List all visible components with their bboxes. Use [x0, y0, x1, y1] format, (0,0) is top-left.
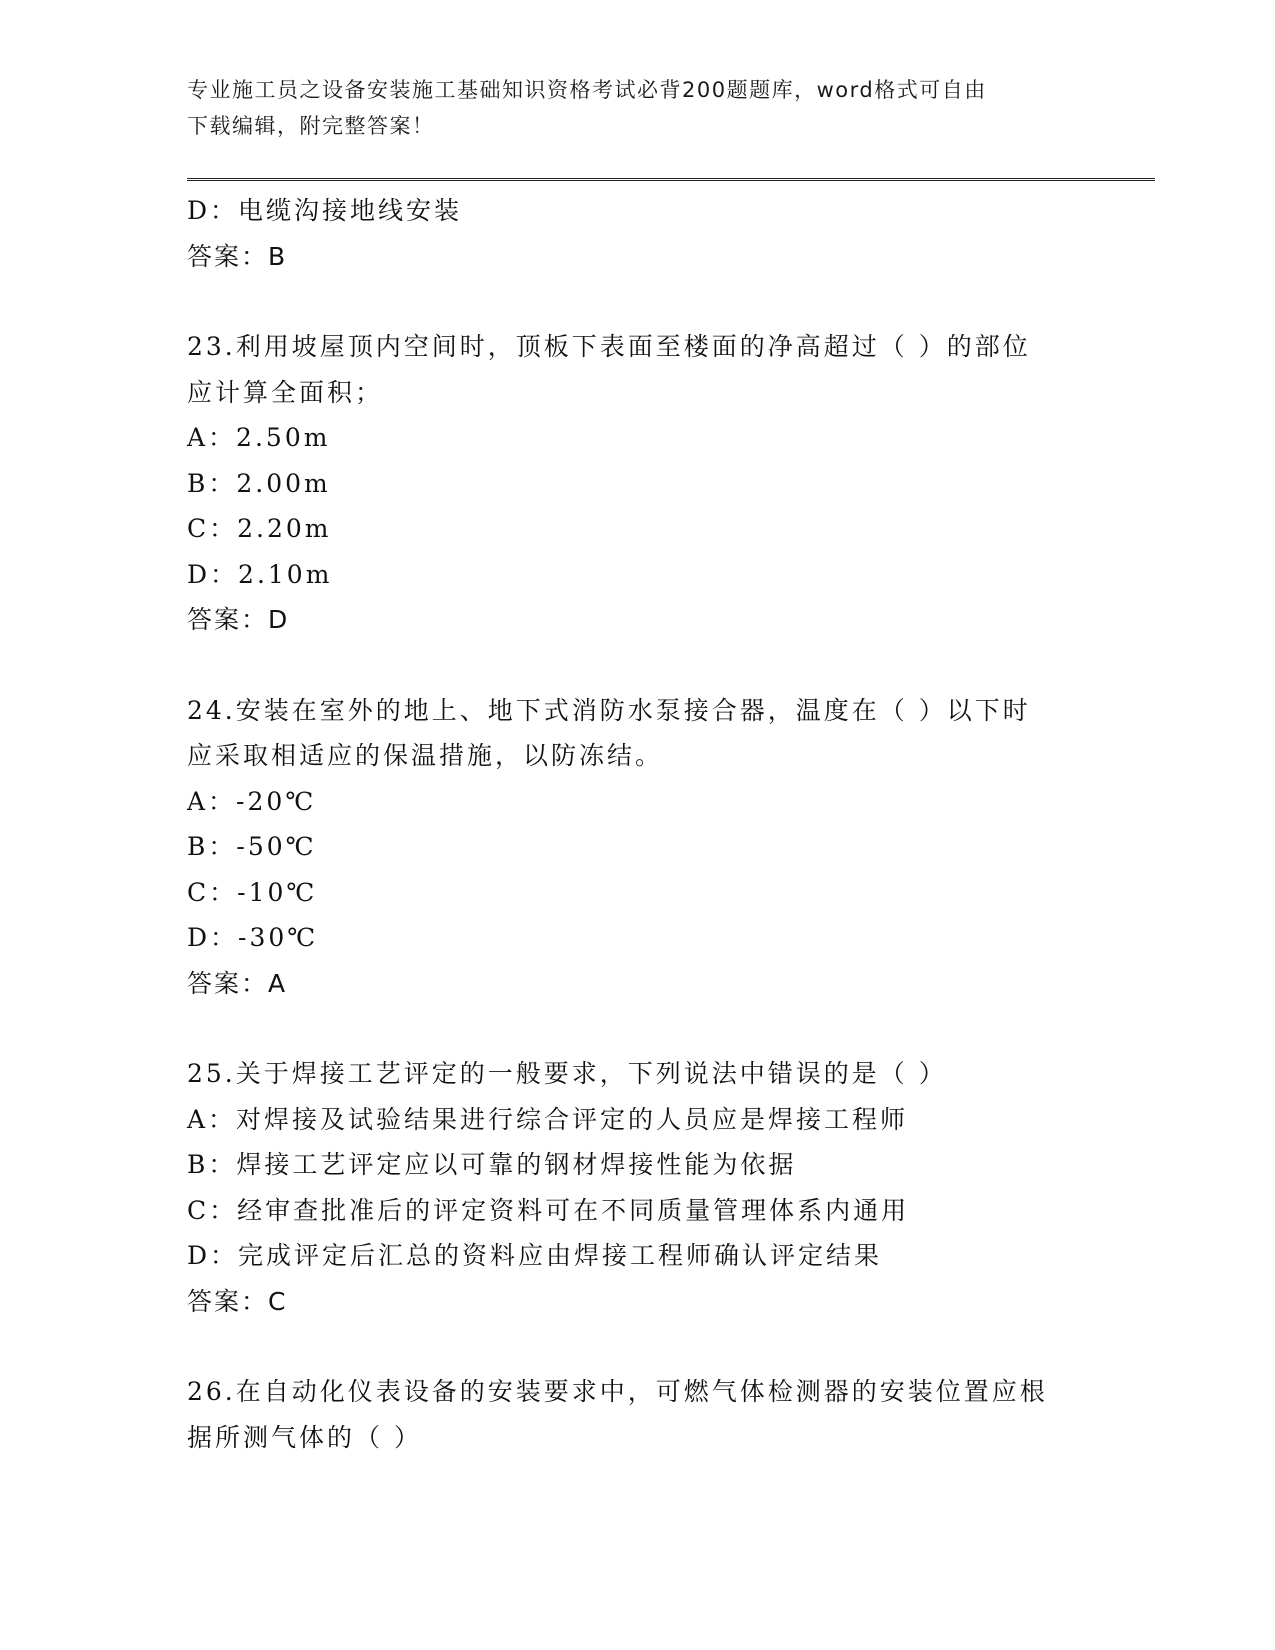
- option-c: C：2.20m: [187, 514, 332, 543]
- previous-question-tail: [187, 188, 1087, 279]
- option-b: B：焊接工艺评定应以可靠的钢材焊接性能为依据: [187, 1150, 797, 1179]
- header-divider: [187, 178, 1155, 181]
- question-text-line-2: 应计算全面积；: [187, 377, 384, 407]
- option-b: B：-50℃: [187, 832, 317, 861]
- option-b: B：2.00m: [187, 468, 331, 498]
- question-26: [187, 1369, 1087, 1460]
- option-a: A：2.50m: [187, 423, 331, 452]
- option-c: C：-10℃: [187, 877, 318, 907]
- option-d: D：电缆沟接地线安装: [187, 196, 463, 225]
- answer-line: 答案：C: [187, 1286, 288, 1316]
- question-text-line-1: 25.关于焊接工艺评定的一般要求，下列说法中错误的是（ ）: [187, 1059, 947, 1088]
- answer-line: 答案：A: [187, 968, 288, 998]
- option-a: A：-20℃: [187, 786, 317, 816]
- option-d: D：2.10m: [187, 559, 333, 589]
- question-list: [187, 188, 1087, 1460]
- header-line-2: 下载编辑，附完整答案！: [187, 114, 435, 138]
- option-c: C：经审查批准后的评定资料可在不同质量管理体系内通用: [187, 1195, 910, 1225]
- header-line-1: 专业施工员之设备安装施工基础知识资格考试必背200题题库，word格式可自由: [187, 78, 987, 102]
- question-text-line-1: 26.在自动化仪表设备的安装要求中，可燃气体检测器的安装位置应根: [187, 1377, 1048, 1406]
- option-d: D：完成评定后汇总的资料应由焊接工程师确认评定结果: [187, 1241, 883, 1270]
- answer-line: 答案：D: [187, 605, 290, 634]
- question-text-line-1: 23.利用坡屋顶内空间时，顶板下表面至楼面的净高超过（ ）的部位: [187, 332, 1031, 361]
- question-25: [187, 1051, 1087, 1324]
- question-24: [187, 688, 1087, 1007]
- answer-line: 答案：B: [187, 241, 288, 271]
- question-text-line-1: 24.安装在室外的地上、地下式消防水泵接合器，温度在（ ）以下时: [187, 695, 1031, 725]
- question-text-line-2: 据所测气体的（ ）: [187, 1422, 422, 1452]
- document-header: [187, 72, 1087, 144]
- option-a: A：对焊接及试验结果进行综合评定的人员应是焊接工程师: [187, 1104, 909, 1134]
- question-text-line-2: 应采取相适应的保温措施，以防冻结。: [187, 741, 664, 770]
- question-23: [187, 324, 1087, 643]
- option-d: D：-30℃: [187, 923, 319, 952]
